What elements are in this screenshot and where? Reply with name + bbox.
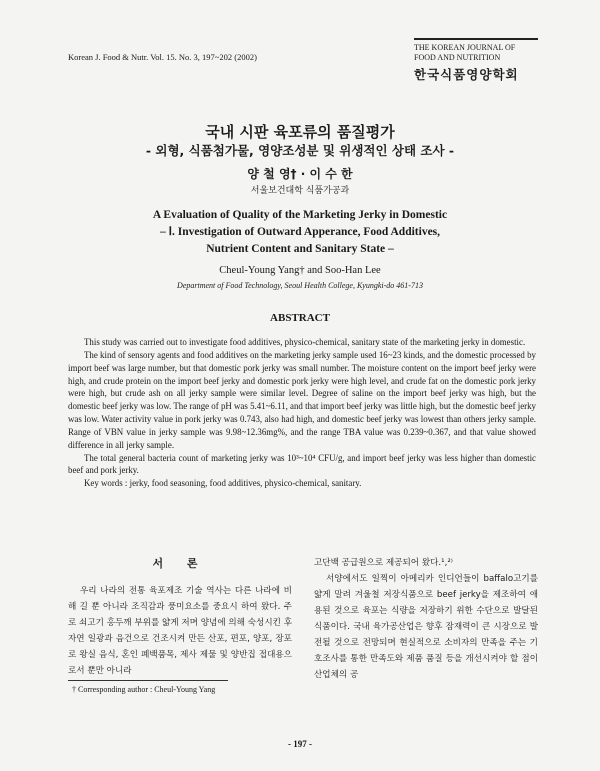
body-column-left xyxy=(68,555,292,679)
footnote-rule xyxy=(68,680,228,681)
abstract-paragraph: This study was carried out to investigate food additives, physico-chemical, sanitary state of the marketing jerky in domestic. xyxy=(84,337,526,347)
keywords: Key words : jerky, food seasoning, food additives, physico-chemical, sanitary. xyxy=(84,478,362,489)
intro-paragraph: 고단백 공급원으로 제공되어 왔다.¹,²⁾ xyxy=(314,558,453,568)
title-english xyxy=(60,207,540,258)
journal-name-korean: 한국식품영양학회 xyxy=(414,67,519,82)
page-number: - 197 - xyxy=(288,739,312,749)
abstract-heading: ABSTRACT xyxy=(270,312,330,324)
journal-name-line2: FOOD AND NUTRITION xyxy=(414,53,501,62)
abstract-paragraph: The kind of sensory agents and food additives on the marketing jerky sample used 16~23 kinds, and the domestic processed by import beef was large number, but that domestic pork jerky was small number. The moisture content on the import beef jerky were high, and crude protein on the import beef jerky and domestic pork jerky were high level, and crude fat on the domestic pork jerky were high, but crude ash on all jerky sample were similar level. Degree of saline on the import beef jerky was high, but the domestic beef jerky was low. The range of pH was 5.41~6.11, and that import beef jerky was little high, but the domestic beef jerky was low. Water activity value in pork jerky was 0.743, also had high, and domestic beef jerky was lowest than others jerky sample. Range of VBN value in jerky sample was 9.98~12.36mg%, and the range TBA value was 0.239~0.367, and that value showed difference in all jerky sample. xyxy=(68,349,536,450)
abstract-body xyxy=(68,336,536,490)
authors-english: Cheul-Young Yang† and Soo-Han Lee xyxy=(219,265,381,276)
body-column-right xyxy=(314,555,538,683)
title-korean: 국내 시판 육포류의 품질평가 xyxy=(205,123,395,141)
title-english-line2: – Ⅰ. Investigation of Outward Apperance, Food Additives, xyxy=(159,226,441,238)
subtitle-korean: - 외형, 식품첨가물, 영양조성분 및 위생적인 상태 조사 - xyxy=(145,143,455,158)
intro-paragraph: 서양에서도 일찍이 아메리카 인디언들이 baffalo고기를 얇게 말려 겨울철 저장식품으로 beef jerky을 제조하여 애용된 것으로 육포는 식량을 저장하기 위한 수단으로 발달된 식품이다. 국내 육가공산업은 향후 잠재력이 큰 시장으로 발전될 것으로 전망되며 현실적으로 소비자의 만족을 주는 기호조사를 통한 만족도와 제품 품질 등을 개선시켜야 할 점이 산업체의 공 xyxy=(314,574,538,680)
footnote-corresponding-author: † Corresponding author : Cheul-Young Yang xyxy=(72,685,216,694)
affiliation-english: Department of Food Technology, Seoul Health College, Kyungki-do 461-713 xyxy=(177,281,423,290)
title-english-line1: A Evaluation of Quality of the Marketing Jerky in Domestic xyxy=(152,209,448,221)
abstract-paragraph: The total general bacteria count of marketing jerky was 10³~10⁴ CFU/g, and import beef jerky was less higher than domestic beef and pork jerky. xyxy=(68,452,536,476)
section-heading-introduction: 서 론 xyxy=(152,557,208,570)
journal-name-line1: THE KOREAN JOURNAL OF xyxy=(414,43,516,52)
masthead-rule xyxy=(414,38,538,40)
journal-citation: Korean J. Food & Nutr. Vol. 15. No. 3, 197~202 (2002) xyxy=(68,52,257,62)
affiliation-korean: 서울보건대학 식품가공과 xyxy=(250,186,350,196)
authors-korean: 양 철 영† · 이 수 한 xyxy=(247,167,353,181)
title-english-line3: Nutrient Content and Sanitary State – xyxy=(206,243,394,255)
intro-paragraph: 우리 나라의 전통 육포제조 기술 역사는 다른 나라에 비해 길 뿐 아니라 조직감과 풍미요소를 중요시 하여 왔다. 주로 쇠고기 홍두깨 부위를 얇게 저며 양념에 의해 숙성시킨 후 자연 일광과 음건으로 건조시켜 만든 산포, 편포, 양포, 장포로 왕실 음식, 혼인 폐백품목, 제사 제물 및 양반집 접대용으로서 뿐만 아니라 xyxy=(68,586,292,676)
journal-masthead xyxy=(414,38,538,83)
